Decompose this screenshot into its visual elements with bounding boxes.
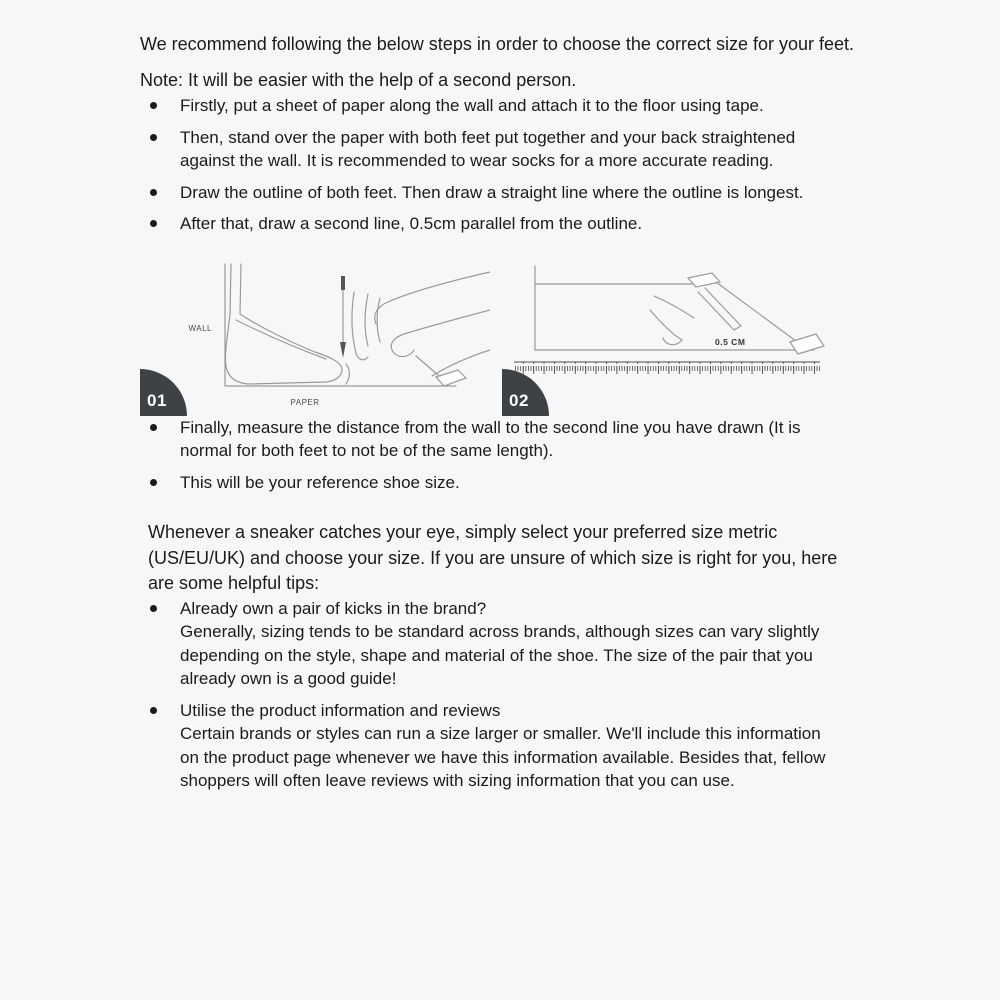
intro-paragraph: We recommend following the below steps in order to choose the correct size for your feet. (140, 34, 855, 54)
step-number-badge: 01 (140, 369, 187, 416)
step-text: Then, stand over the paper with both feet put together and your back straightened against the wall. It is recommended to wear socks for a more accurate reading. (180, 127, 796, 170)
tip-body: Generally, sizing tends to be standard across brands, although sizes can vary slightly depending on the style, shape and material of the shoe. The size of the pair that you already own is a good guide! (180, 622, 820, 688)
list-item (140, 94, 840, 118)
tip-title: Already own a pair of kicks in the brand? (180, 598, 487, 618)
note-paragraph: Note: It will be easier with the help of a second person. (140, 70, 577, 90)
result-text: Finally, measure the distance from the wall to the second line you have drawn (It is normal for both feet to not be of the same length). (180, 417, 801, 460)
paper-label: PAPER (290, 397, 320, 407)
list-item (140, 416, 830, 463)
tip-title: Utilise the product information and reviews (180, 700, 501, 720)
wall-label: WALL (188, 323, 212, 333)
figures-row (140, 258, 868, 416)
gap-distance-label: 0.5 CM (715, 336, 746, 347)
list-item (140, 212, 840, 236)
ruler-major-ticks (514, 362, 820, 374)
ruler-measuring-illustration (502, 258, 852, 416)
figure-01 (140, 258, 490, 416)
tips-list (140, 597, 840, 793)
foot-measuring-illustration (140, 258, 490, 416)
list-item (140, 699, 840, 793)
list-item (140, 126, 840, 173)
step-number-badge: 02 (502, 369, 549, 416)
step-text: Draw the outline of both feet. Then draw a straight line where the outline is longest. (180, 182, 804, 202)
list-item (140, 471, 830, 495)
result-text: This will be your reference shoe size. (180, 472, 460, 492)
measuring-steps-list (140, 94, 840, 236)
tip-body: Certain brands or styles can run a size larger or smaller. We'll include this information on the product page whenever we have this information available. Besides that, fellow shoppers will often leave reviews with sizing information that you can use. (180, 724, 826, 790)
list-item (140, 181, 840, 205)
step-text: After that, draw a second line, 0.5cm parallel from the outline. (180, 214, 643, 233)
figure-02 (502, 258, 852, 416)
tips-intro-paragraph: Whenever a sneaker catches your eye, simply select your preferred size metric (US/EU/UK) and choose your size. If you are unsure of which size is right for you, here are some helpful tips: (148, 522, 838, 593)
size-guide-document (140, 30, 868, 801)
results-list (140, 416, 830, 495)
step-text: Firstly, put a sheet of paper along the wall and attach it to the floor using tape. (180, 96, 764, 115)
list-item (140, 597, 840, 691)
